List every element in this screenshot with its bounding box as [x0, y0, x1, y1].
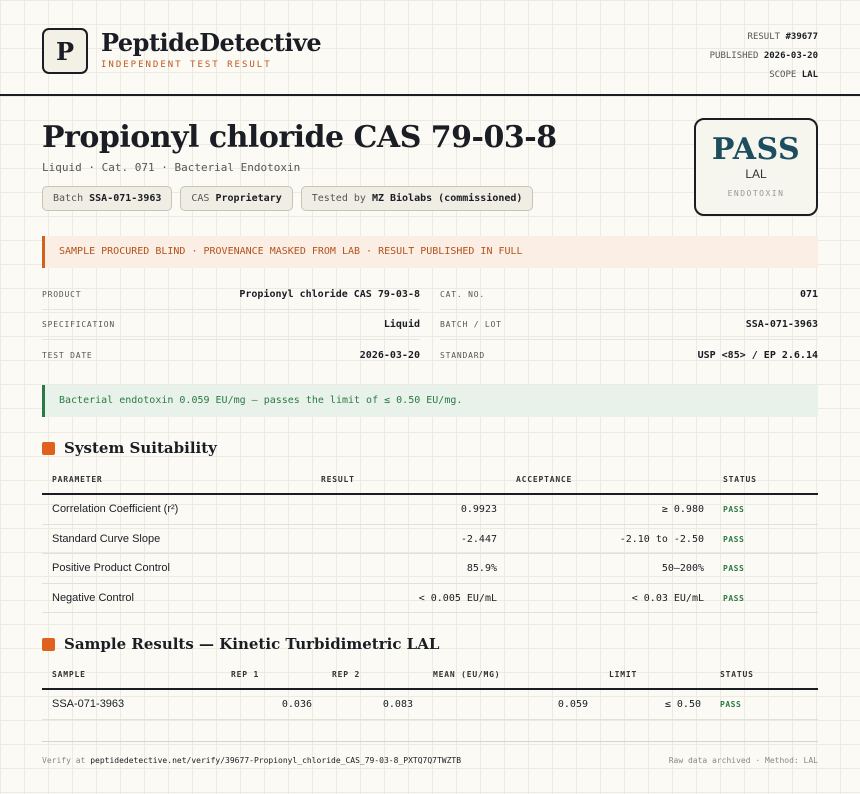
badge-category: ENDOTOXIN	[727, 189, 785, 198]
col-parameter: PARAMETER	[52, 475, 103, 484]
verify-link[interactable]: peptidedetective.net/verify/39677-Propionyl_chloride_CAS_79-03-8_PXTQ7Q7TWZTB	[90, 756, 462, 765]
meta-published: PUBLISHED 2026-03-20	[709, 51, 818, 61]
badge-verdict: PASS	[711, 132, 801, 167]
suitability-heading	[42, 439, 217, 457]
meta-result: RESULT #39677	[747, 32, 818, 42]
status-badge: PASS	[723, 564, 745, 573]
col-rep2: REP 2	[332, 670, 361, 679]
samples-heading	[42, 635, 439, 653]
report-meta	[710, 28, 818, 85]
table-row: Standard Curve Slope -2.447 -2.10 to -2.50 PASS	[42, 525, 818, 555]
section-marker-icon	[42, 638, 55, 651]
samples-title: Sample Results — Kinetic Turbidimetric LAL	[64, 635, 440, 653]
footer-method: Raw data archived · Method: LAL	[668, 756, 818, 765]
info-row: SPECIFICATION Liquid	[42, 310, 420, 340]
col-result: RESULT	[321, 475, 355, 484]
chip-row	[42, 186, 533, 211]
col-sample: SAMPLE	[52, 670, 86, 679]
table-row: Positive Product Control 85.9% 50–200% PASS	[42, 554, 818, 584]
status-badge: PASS	[720, 700, 742, 709]
info-right	[440, 280, 818, 370]
table-header	[42, 466, 818, 495]
status-badge: PASS	[723, 534, 745, 544]
info-row: CAT. NO. 071	[440, 280, 818, 310]
table-row: Negative Control < 0.005 EU/mL < 0.03 EU/mL PASS	[42, 584, 818, 614]
suitability-title: System Suitability	[64, 439, 217, 457]
report-footer	[42, 741, 818, 765]
info-row: TEST DATE 2026-03-20	[42, 349, 420, 361]
info-row: PRODUCT Propionyl chloride CAS 79-03-8	[42, 280, 420, 310]
section-marker-icon	[42, 442, 55, 455]
info-left	[42, 280, 420, 370]
col-rep1: REP 1	[231, 670, 260, 679]
blind-notice: SAMPLE PROCURED BLIND · PROVENANCE MASKED FROM LAB · RESULT PUBLISHED IN FULL	[42, 236, 818, 268]
table-row: Correlation Coefficient (r²) 0.9923 ≥ 0.980 PASS	[42, 495, 818, 525]
batch-chip: Batch SSA-071-3963	[42, 186, 172, 211]
samples-table	[42, 661, 818, 720]
report-header	[0, 0, 860, 96]
col-status: STATUS	[720, 670, 754, 679]
table-header	[42, 661, 818, 690]
tested-by-chip: Tested by MZ Biolabs (commissioned)	[301, 186, 534, 211]
cas-chip: CAS Proprietary	[180, 186, 292, 211]
col-acceptance: ACCEPTANCE	[516, 475, 573, 484]
col-status: STATUS	[723, 475, 757, 484]
table-row: SSA-071-3963 0.036 0.083 0.059 ≤ 0.50 PASS	[42, 690, 818, 720]
page-subtitle: Liquid · Cat. 071 · Bacterial Endotoxin	[42, 161, 301, 174]
info-row: STANDARD USP <85> / EP 2.6.14	[440, 349, 818, 361]
badge-scope: LAL	[745, 167, 767, 181]
col-mean: MEAN (EU/MG)	[433, 670, 501, 679]
verify-text: Verify at peptidedetective.net/verify/39677-Propionyl_chloride_CAS_79-03-8_PXTQ7Q7TWZTB	[42, 756, 462, 765]
page-title: Propionyl chloride CAS 79-03-8	[42, 120, 557, 155]
status-badge: PASS	[723, 505, 745, 514]
suitability-table	[42, 466, 818, 613]
brand-tagline: INDEPENDENT TEST RESULT	[101, 60, 272, 70]
info-row: BATCH / LOT SSA-071-3963	[440, 310, 818, 340]
brand-logo: P	[42, 28, 88, 74]
brand-name[interactable]: PeptideDetective	[101, 28, 322, 57]
col-limit: LIMIT	[609, 670, 638, 679]
result-summary: Bacterial endotoxin 0.059 EU/mg — passes the limit of ≤ 0.50 EU/mg.	[42, 385, 818, 417]
pass-badge	[694, 118, 818, 216]
status-badge: PASS	[723, 593, 745, 603]
meta-scope: SCOPE LAL	[769, 70, 818, 80]
